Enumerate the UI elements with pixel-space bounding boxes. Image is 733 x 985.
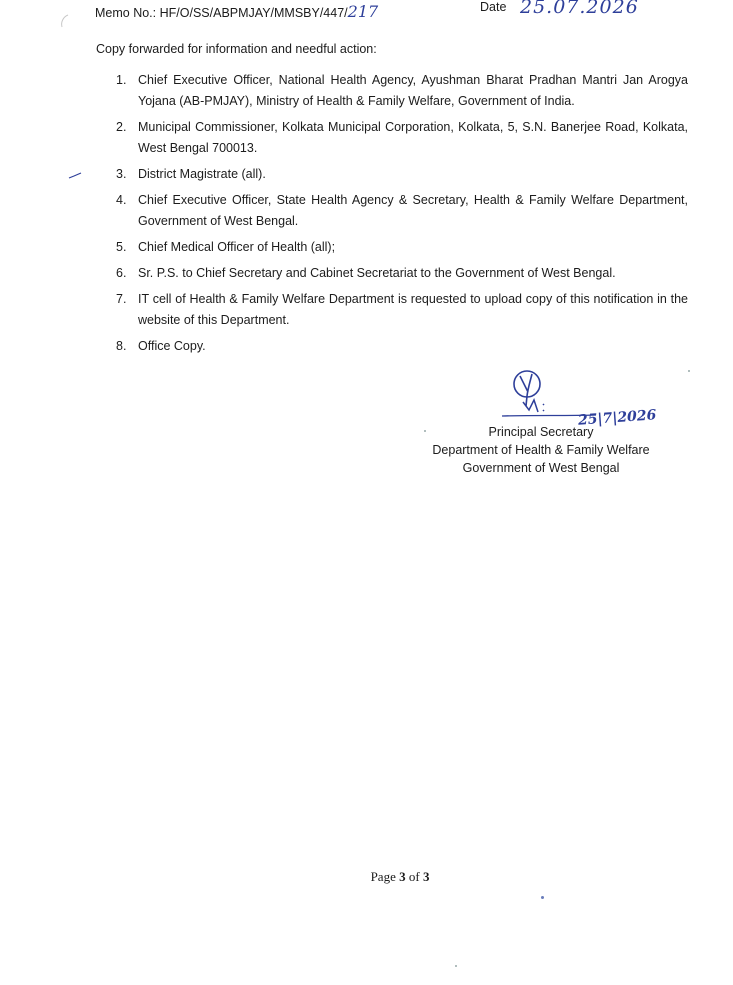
- list-item: [116, 289, 688, 331]
- signatory-block: [426, 423, 656, 477]
- list-item-text: Municipal Commissioner, Kolkata Municipal Corporation, Kolkata, 5, S.N. Banerjee Road, Kolkata, West Bengal 700013.: [138, 120, 688, 155]
- list-item: [116, 237, 688, 258]
- memo-number-text: HF/O/SS/ABPMJAY/MMSBY/447/: [159, 6, 348, 20]
- list-item-text: Chief Executive Officer, National Health Agency, Ayushman Bharat Pradhan Mantri Jan Arogya Yojana (AB-PMJAY), Ministry of Health & Family Welfare, Government of India.: [138, 73, 688, 108]
- memo-label: Memo No.:: [95, 6, 157, 20]
- page-prefix: Page: [370, 869, 396, 884]
- intro-text: Copy forwarded for information and needful action:: [96, 42, 377, 56]
- memo-number: [95, 2, 378, 21]
- list-item-text: District Magistrate (all).: [138, 167, 266, 181]
- page-total: 3: [422, 869, 430, 884]
- handwritten-date: 25.07.2026: [520, 0, 639, 18]
- list-item-text: Office Copy.: [138, 339, 206, 353]
- scan-speck: [688, 370, 690, 372]
- signature-date: 25|7|2026: [577, 407, 657, 429]
- signatory-department: Department of Health & Family Welfare: [432, 443, 650, 457]
- list-item: [116, 336, 688, 357]
- list-item-text: IT cell of Health & Family Welfare Department is requested to upload copy of this notification in the website of this Department.: [138, 292, 688, 327]
- list-item: [116, 70, 688, 112]
- page-number: [0, 869, 733, 885]
- list-item-number: 1.: [116, 73, 127, 87]
- list-item-number: 8.: [116, 339, 127, 353]
- list-item: [116, 263, 688, 284]
- signatory-government: Government of West Bengal: [462, 461, 620, 475]
- list-item-number: 2.: [116, 120, 127, 134]
- list-item-number: 3.: [116, 167, 127, 181]
- page-current: 3: [399, 869, 406, 884]
- scan-speck: [455, 965, 457, 967]
- scan-speck: [541, 896, 544, 899]
- tick-mark-icon: [68, 172, 82, 180]
- binder-hole-mark: [56, 14, 70, 28]
- page-of: of: [408, 869, 420, 884]
- memo-handwritten-number: 217: [347, 2, 379, 21]
- recipient-list: [116, 70, 688, 362]
- list-item-number: 6.: [116, 266, 127, 280]
- list-item-text: Sr. P.S. to Chief Secretary and Cabinet Secretariat to the Government of West Bengal.: [138, 266, 616, 280]
- date-label: Date: [480, 0, 507, 14]
- list-item-text: Chief Medical Officer of Health (all);: [138, 240, 336, 254]
- list-item-number: 5.: [116, 240, 127, 254]
- list-item-text: Chief Executive Officer, State Health Agency & Secretary, Health & Family Welfare Department, Government of West Bengal.: [138, 193, 688, 228]
- list-item: [116, 164, 688, 185]
- list-item: [116, 190, 688, 232]
- scan-speck: [424, 430, 426, 432]
- signatory-title: Principal Secretary: [488, 425, 594, 439]
- list-item: [116, 117, 688, 159]
- list-item-number: 4.: [116, 193, 127, 207]
- list-item-number: 7.: [116, 292, 127, 306]
